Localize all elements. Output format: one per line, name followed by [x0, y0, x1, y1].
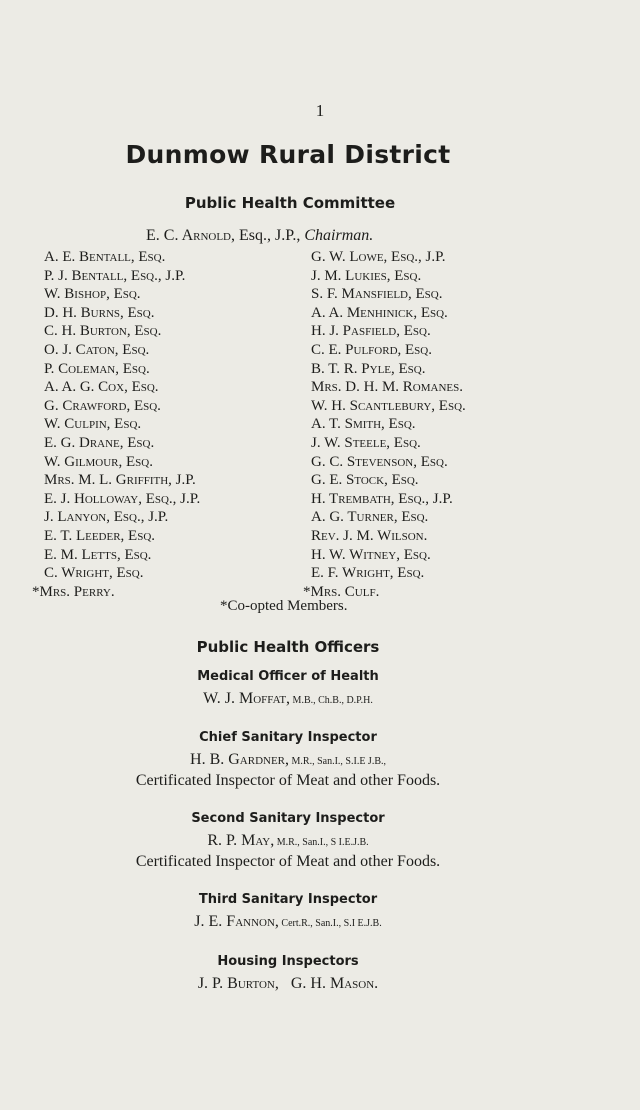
chief-inspector-title: Chief Sanitary Inspector [199, 730, 377, 745]
moh-line [0, 690, 576, 708]
chairman-suffix: , Esq., J.P., [231, 227, 305, 244]
second-inspector-quals: M.R., San.I., S I.E.J.B. [274, 837, 369, 848]
district-title: Dunmow Rural District [125, 140, 451, 169]
chief-inspector-name: H. B. Gardner, [190, 751, 290, 768]
committee-member: A. G. Turner, Esq. [311, 509, 429, 526]
committee-member: J. M. Lukies, Esq. [311, 267, 422, 284]
committee-member: J. Lanyon, Esq., J.P. [44, 509, 169, 526]
committee-member: W. Culpin, Esq. [44, 416, 142, 433]
coopted-note: *Co-opted Members. [220, 598, 348, 614]
third-inspector-quals: Cert.R., San.I., S.I E.J.B. [278, 918, 382, 929]
committee-member: P. Coleman, Esq. [44, 360, 150, 377]
housing-inspectors-names: J. P. Burton, G. H. Mason. [197, 975, 379, 992]
committee-member: Rev. J. M. Wilson. [311, 527, 428, 544]
committee-member: A. E. Bentall, Esq. [44, 249, 166, 265]
page-number: 1 [315, 101, 325, 120]
moh-quals: M.B., Ch.B., D.P.H. [290, 695, 373, 706]
committee-member: G. W. Lowe, Esq., J.P. [311, 249, 446, 265]
third-inspector-line [0, 913, 576, 931]
committee-member: W. H. Scantlebury, Esq. [311, 397, 466, 414]
chairman-role: Chairman. [304, 227, 374, 244]
committee-member: A. A. Menhinick, Esq. [311, 304, 448, 321]
committee-member: O. J. Caton, Esq. [44, 341, 150, 358]
committee-member: P. J. Bentall, Esq., J.P. [44, 267, 186, 284]
committee-member: C. H. Burton, Esq. [44, 323, 162, 340]
chief-inspector-note: Certificated Inspector of Meat and other Foods. [135, 772, 441, 789]
committee-member: J. W. Steele, Esq. [311, 434, 421, 451]
committee-heading: Public Health Committee [184, 194, 396, 212]
committee-member: G. C. Stevenson, Esq. [311, 453, 448, 470]
second-inspector-note: Certificated Inspector of Meat and other Foods. [135, 853, 441, 870]
second-inspector-name: R. P. May, [207, 832, 275, 849]
committee-member: C. E. Pulford, Esq. [311, 341, 432, 358]
committee-member: H. J. Pasfield, Esq. [311, 323, 431, 340]
chief-inspector-quals: M.R., San.I., S.I.E J.B., [289, 756, 386, 767]
second-inspector-line [0, 832, 576, 850]
committee-member: *Mrs. Perry. [32, 583, 115, 600]
committee-member: W. Bishop, Esq. [44, 286, 141, 303]
committee-member: C. Wright, Esq. [44, 565, 144, 582]
committee-members-right [303, 248, 466, 601]
committee-member: S. F. Mansfield, Esq. [311, 286, 443, 303]
chairman-name: E. C. Arnold [146, 227, 232, 244]
committee-member: E. T. Leeder, Esq. [44, 527, 156, 544]
chief-inspector-line [0, 751, 576, 769]
committee-member: A. T. Smith, Esq. [311, 416, 416, 433]
committee-member: B. T. R. Pyle, Esq. [311, 360, 426, 377]
committee-member: *Mrs. Culf. [303, 583, 380, 600]
committee-member: D. H. Burns, Esq. [44, 304, 155, 321]
moh-name: W. J. Moffat, [203, 690, 291, 707]
housing-inspectors-title: Housing Inspectors [217, 954, 359, 969]
officers-heading: Public Health Officers [196, 638, 380, 656]
committee-member: E. M. Letts, Esq. [44, 546, 152, 563]
committee-members-left [32, 248, 201, 601]
committee-member: G. E. Stock, Esq. [311, 472, 419, 489]
moh-title: Medical Officer of Health [197, 669, 379, 684]
committee-member: G. Crawford, Esq. [44, 397, 161, 414]
committee-member: E. F. Wright, Esq. [311, 565, 425, 582]
committee-member: E. J. Holloway, Esq., J.P. [44, 490, 201, 507]
committee-member: H. Trembath, Esq., J.P. [311, 490, 453, 507]
committee-member: Mrs. D. H. M. Romanes. [311, 379, 463, 396]
chairman-line [146, 227, 373, 245]
second-inspector-title: Second Sanitary Inspector [191, 811, 385, 826]
committee-member: A. A. G. Cox, Esq. [44, 379, 159, 396]
committee-member: W. Gilmour, Esq. [44, 453, 153, 470]
committee-member: H. W. Witney, Esq. [311, 546, 431, 563]
third-inspector-name: J. E. Fannon, [194, 913, 279, 930]
committee-member: E. G. Drane, Esq. [44, 434, 155, 451]
committee-member: Mrs. M. L. Griffith, J.P. [44, 472, 196, 489]
third-inspector-title: Third Sanitary Inspector [198, 892, 378, 907]
